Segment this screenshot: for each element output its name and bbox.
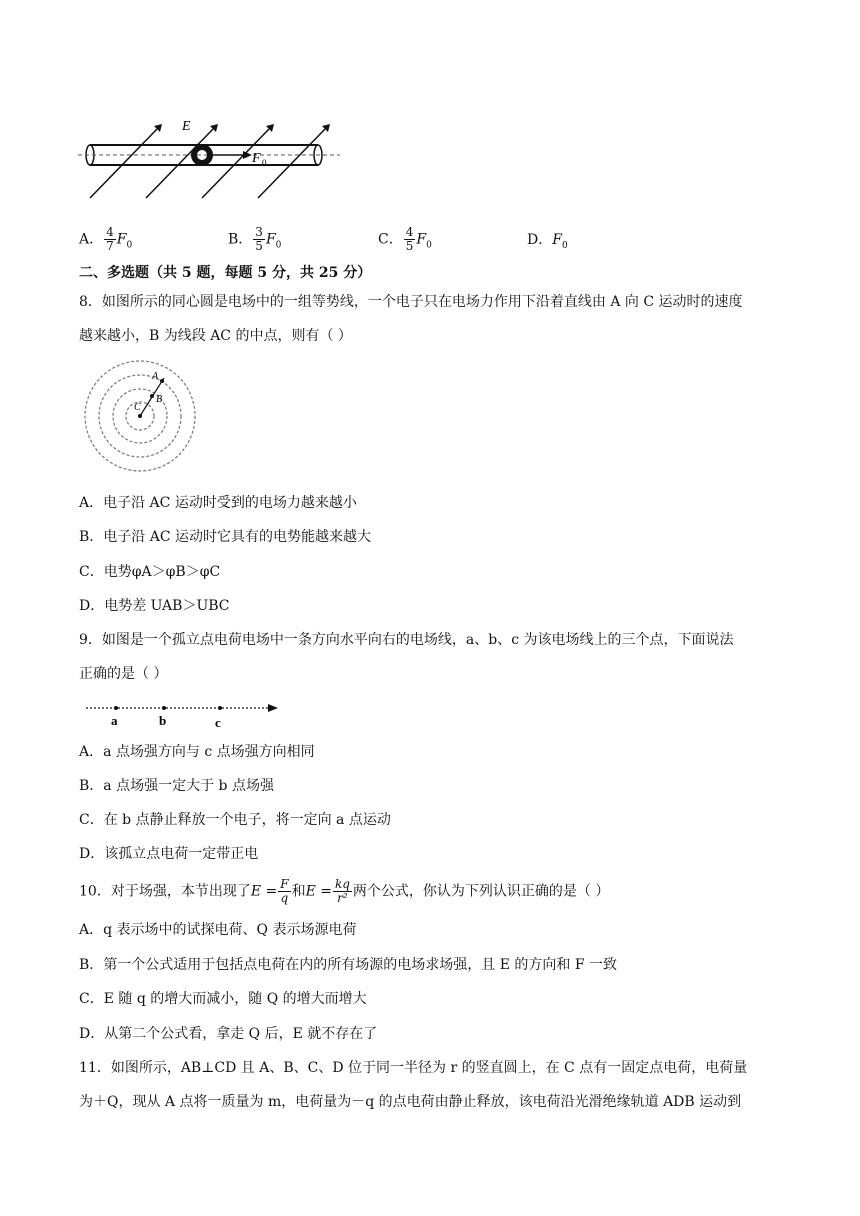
q9-figure <box>86 698 282 730</box>
q7-figure <box>78 112 340 204</box>
q11-stem-line2: 为＋Q，现从 A 点将一质量为 m，电荷量为－q 的点电荷由静止释放，该电荷沿光滑绝缘轨道 ADB 运动到 <box>79 1094 742 1110</box>
q9-point-a: a <box>111 713 118 728</box>
q9-stem-line1: 9．如图是一个孤立点电荷电场中一条方向水平向右的电场线，a、b、c 为该电场线上的三个点，下面说法 <box>79 632 734 648</box>
q9-option-c: C．在 b 点静止释放一个电子，将一定向 a 点运动 <box>79 812 391 828</box>
q10-stem: 10．对于场强，本节出现了E = $\frac{F}{q}$ 和E = $\frac{kq}{\text{r²}}$ 两个公式，你认为下列认识正确的是（ ） <box>79 877 610 905</box>
q8-point-c: C <box>134 402 141 413</box>
q10-option-a: A．q 表示场中的试探电荷、Q 表示场源电荷 <box>79 922 357 938</box>
q7-option-b: B． $\frac{3}{5}$ $F_0$ <box>228 225 282 253</box>
q8-point-b: B <box>156 394 163 405</box>
q8-option-d: D．电势差 UAB＞UBC <box>79 598 230 614</box>
q7-field-label: E <box>182 119 191 134</box>
q7-option-d: D．$F_0$ <box>527 232 568 251</box>
q8-option-c: C．电势φA＞φB＞φC <box>79 564 221 580</box>
q9-option-b: B．a 点场强一定大于 b 点场强 <box>79 778 274 794</box>
q9-point-b: b <box>159 713 167 728</box>
q8-point-a: A <box>152 371 159 382</box>
q7-force-sub: 0 <box>262 158 267 168</box>
q7-option-c: C． $\frac{4}{5}$ $F_0$ <box>378 225 432 253</box>
q11-stem-line1: 11．如图所示，AB⊥CD 且 A、B、C、D 位于同一半径为 r 的竖直圆上，在 C 点有一固定点电荷，电荷量 <box>79 1060 748 1076</box>
q10-option-c: C．E 随 q 的增大而减小，随 Q 的增大而增大 <box>79 991 367 1007</box>
q7-force-label: F <box>252 151 261 166</box>
q8-stem-line2: 越来越小，B 为线段 AC 的中点，则有（ ） <box>79 328 352 344</box>
q10-option-b: B．第一个公式适用于包括点电荷在内的所有场源的电场求场强，且 E 的方向和 F 一致 <box>79 957 618 973</box>
q8-stem-line1: 8．如图所示的同心圆是电场中的一组等势线，一个电子只在电场力作用下沿着直线由 A 向 C 运动时的速度 <box>79 294 743 310</box>
q7-option-a: A． $\frac{4}{7}$ $F_0$ <box>79 225 133 253</box>
q9-point-c: c <box>215 715 221 730</box>
q9-option-a: A．a 点场强方向与 c 点场强方向相同 <box>79 744 315 760</box>
q10-option-d: D．从第二个公式看，拿走 Q 后，E 就不存在了 <box>79 1026 378 1042</box>
q9-option-d: D．该孤立点电荷一定带正电 <box>79 846 259 862</box>
section-title: 二、多选题（共 5 题，每题 5 分，共 25 分） <box>79 265 372 281</box>
q8-option-a: A．电子沿 AC 运动时受到的电场力越来越小 <box>79 495 357 511</box>
q8-option-b: B．电子沿 AC 运动时它具有的电势能越来越大 <box>79 529 372 545</box>
q8-figure <box>82 358 198 474</box>
q9-stem-line2: 正确的是（ ） <box>79 666 168 682</box>
